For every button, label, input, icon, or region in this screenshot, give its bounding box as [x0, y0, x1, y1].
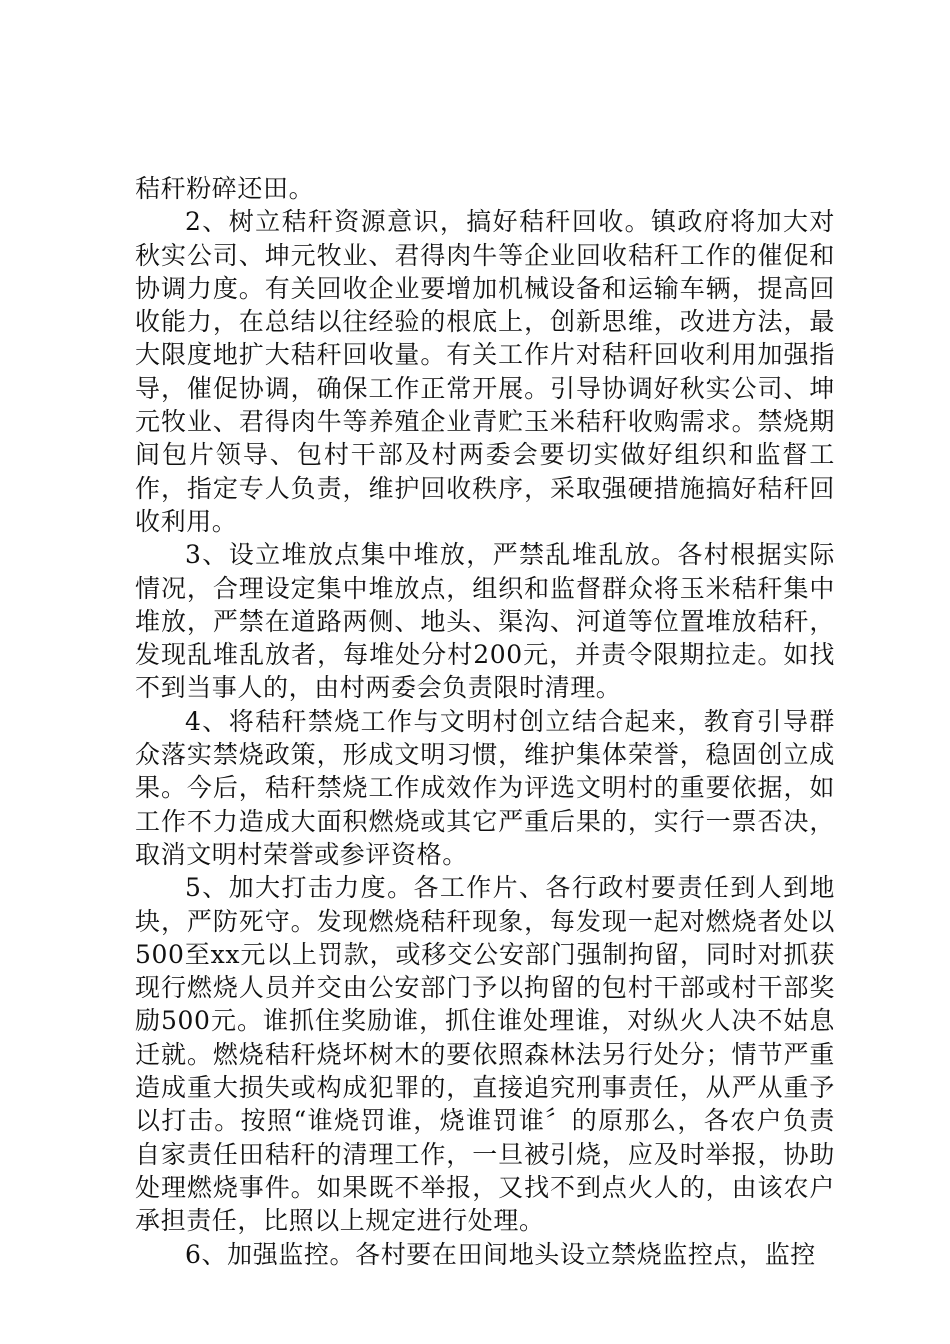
paragraph-continuation: 秸秆粉碎还田。: [135, 174, 315, 203]
document-body: [135, 172, 835, 1271]
paragraph-item-4: 4、将秸秆禁烧工作与文明村创立结合起来，教育引导群众落实禁烧政策，形成文明习惯，维护集体荣誉，稳固创立成果。今后，秸秆禁烧工作成效作为评选文明村的重要依据，如工作不力造成大面积燃烧或其它严重后果的，实行一票否决，取消文明村荣誉或参评资格。: [135, 706, 835, 869]
paragraph-item-6: 6、加强监控。各村要在田间地头设立禁烧监控点，监控: [185, 1239, 816, 1269]
paragraph-item-3: 3、设立堆放点集中堆放，严禁乱堆乱放。各村根据实际情况，合理设定集中堆放点，组织和监督群众将玉米秸秆集中堆放，严禁在道路两侧、地头、渠沟、河道等位置堆放秸秆，发现乱堆乱放者，每堆处分村200元，并责令限期拉走。如找不到当事人的，由村两委会负责限时清理。: [135, 540, 835, 703]
paragraph-item-5: 5、加大打击力度。各工作片、各行政村要责任到人到地块，严防死守。发现燃烧秸秆现象，每发现一起对燃烧者处以500至xx元以上罚款，或移交公安部门强制拘留，同时对抓获现行燃烧人员并交由公安部门予以拘留的包村干部或村干部奖励500元。谁抓住奖励谁，抓住谁处理谁，对纵火人决不姑息迁就。燃烧秸秆烧坏树木的要依照森林法另行处分；情节严重造成重大损失或构成犯罪的，直接追究刑事责任，从严从重予以打击。按照“谁烧罚谁，烧谁罚谁〞的原那么，各农户负责自家责任田秸秆的清理工作，一旦被引烧，应及时举报，协助处理燃烧事件。如果既不举报，又找不到点火人的，由该农户承担责任，比照以上规定进行处理。: [135, 873, 835, 1236]
paragraph-item-2: 2、树立秸秆资源意识，搞好秸秆回收。镇政府将加大对秋实公司、坤元牧业、君得肉牛等企业回收秸秆工作的催促和协调力度。有关回收企业要增加机械设备和运输车辆，提高回收能力，在总结以往经验的根底上，创新思维，改进方法，最大限度地扩大秸秆回收量。有关工作片对秸秆回收利用加强指导，催促协调，确保工作正常开展。引导协调好秋实公司、坤元牧业、君得肉牛等养殖企业青贮玉米秸秆收购需求。禁烧期间包片领导、包村干部及村两委会要切实做好组织和监督工作，指定专人负责，维护回收秩序，采取强硬措施搞好秸秆回收利用。: [135, 207, 835, 536]
